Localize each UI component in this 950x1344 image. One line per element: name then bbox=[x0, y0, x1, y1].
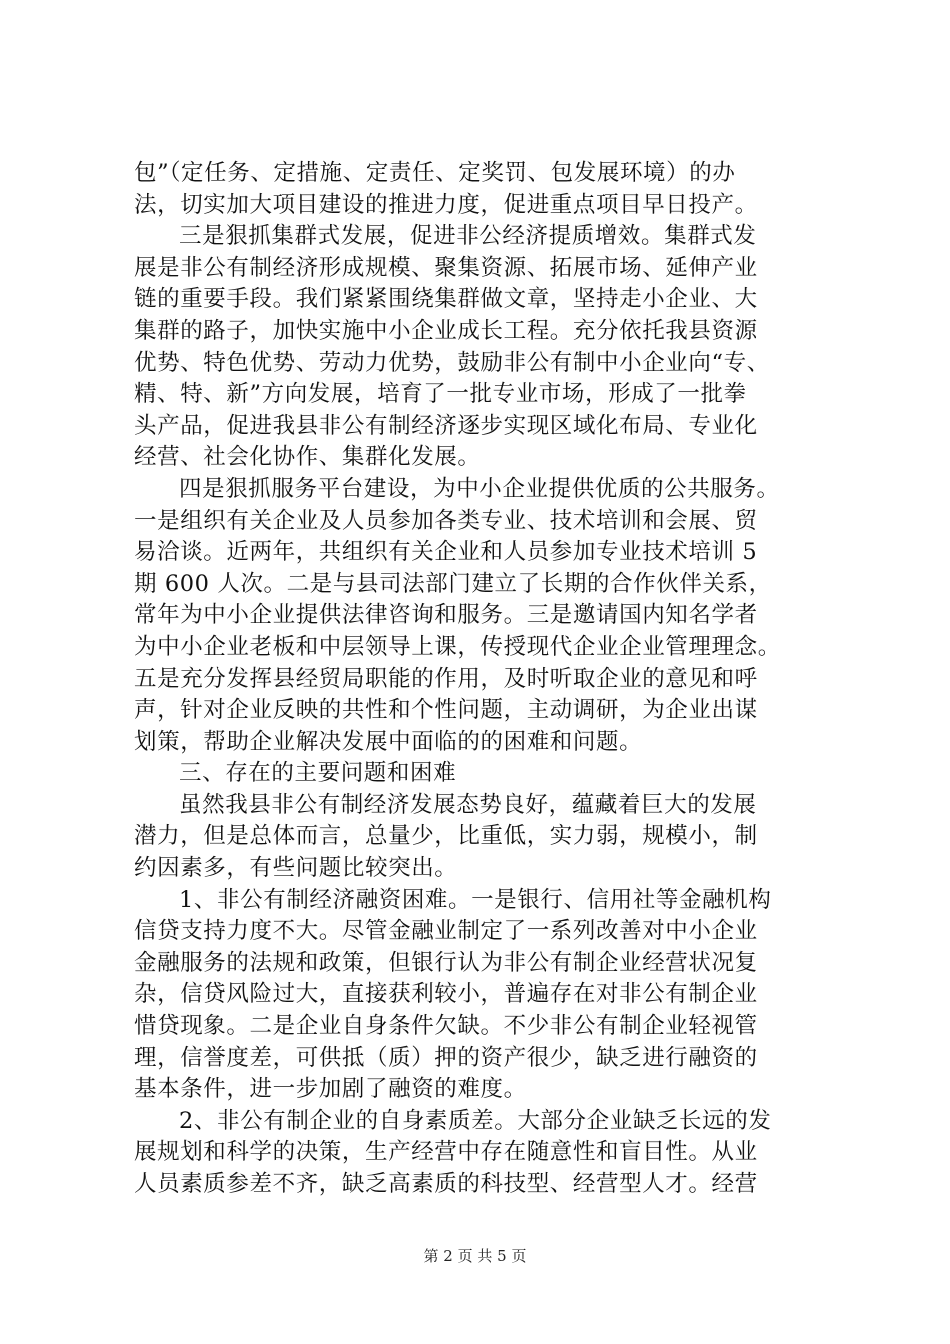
text-line: 人员素质参差不齐，缺乏高素质的科技型、经营型人才。经营 bbox=[134, 1171, 758, 1197]
paragraph-start-line: 虽然我县非公有制经济发展态势良好，蕴藏着巨大的发展 bbox=[179, 791, 757, 818]
text-line: 优势、特色优势、劳动力优势，鼓励非公有制中小企业向“专、 bbox=[134, 349, 770, 376]
text-line: 划策，帮助企业解决发展中面临的的困难和问题。 bbox=[134, 728, 643, 755]
paragraph-start-line: 1、非公有制经济融资困难。一是银行、信用社等金融机构 bbox=[179, 886, 772, 913]
text-line: 展规划和科学的决策，生产经营中存在随意性和盲目性。从业 bbox=[134, 1139, 758, 1166]
text-line: 包”（定任务、定措施、定责任、定奖罚、包发展环境）的办 bbox=[134, 160, 736, 186]
text-line: 信贷支持力度不大。尽管金融业制定了一系列改善对中小企业 bbox=[134, 918, 758, 945]
text-line: 惜贷现象。二是企业自身条件欠缺。不少非公有制企业轻视管 bbox=[134, 1013, 758, 1040]
text-line: 理，信誉度差，可供抵（质）押的资产很少，缺乏进行融资的 bbox=[134, 1044, 758, 1071]
text-line: 为中小企业老板和中层领导上课，传授现代企业企业管理理念。 bbox=[134, 633, 781, 660]
text-line: 约因素多，有些问题比较突出。 bbox=[134, 855, 458, 882]
text-line: 一是组织有关企业及人员参加各类专业、技术培训和会展、贸 bbox=[134, 507, 758, 534]
paragraph-start-line: 三是狠抓集群式发展，促进非公经济提质增效。集群式发 bbox=[179, 223, 757, 250]
text-line: 经营、社会化协作、集群化发展。 bbox=[134, 444, 481, 471]
text-line: 五是充分发挥县经贸局职能的作用，及时听取企业的意见和呼 bbox=[134, 665, 758, 692]
text-line: 展是非公有制经济形成规模、聚集资源、拓展市场、延伸产业 bbox=[134, 254, 758, 281]
paragraph-start-line: 2、非公有制企业的自身素质差。大部分企业缺乏长远的发 bbox=[179, 1107, 772, 1134]
text-line: 头产品，促进我县非公有制经济逐步实现区域化布局、专业化 bbox=[134, 412, 758, 439]
text-line: 链的重要手段。我们紧紧围绕集群做文章，坚持走小企业、大 bbox=[134, 286, 758, 313]
document-body bbox=[134, 158, 834, 1201]
text-line: 基本条件，进一步加剧了融资的难度。 bbox=[134, 1076, 527, 1103]
paragraph-start-line: 四是狠抓服务平台建设，为中小企业提供优质的公共服务。 bbox=[179, 475, 780, 502]
text-line: 易洽谈。近两年，共组织有关企业和人员参加专业技术培训 5 bbox=[134, 539, 758, 566]
text-line: 精、特、新”方向发展，培育了一批专业市场，形成了一批拳 bbox=[134, 381, 747, 408]
page-number-footer: 第 2 页 共 5 页 bbox=[423, 1247, 527, 1265]
text-line: 金融服务的法规和政策，但银行认为非公有制企业经营状况复 bbox=[134, 949, 758, 976]
text-line: 期 600 人次。二是与县司法部门建立了长期的合作伙伴关系， bbox=[134, 570, 772, 597]
text-line: 法，切实加大项目建设的推进力度，促进重点项目早日投产。 bbox=[134, 191, 758, 218]
text-line: 常年为中小企业提供法律咨询和服务。三是邀请国内知名学者 bbox=[134, 602, 758, 629]
text-line: 集群的路子，加快实施中小企业成长工程。充分依托我县资源 bbox=[134, 317, 758, 344]
text-line: 杂，信贷风险过大，直接获利较小，普遍存在对非公有制企业 bbox=[134, 981, 758, 1008]
section-heading: 三、存在的主要问题和困难 bbox=[179, 760, 457, 787]
text-line: 声，针对企业反映的共性和个性问题，主动调研，为企业出谋 bbox=[134, 697, 758, 724]
text-line: 潜力，但是总体而言，总量少，比重低，实力弱，规模小，制 bbox=[134, 823, 758, 850]
